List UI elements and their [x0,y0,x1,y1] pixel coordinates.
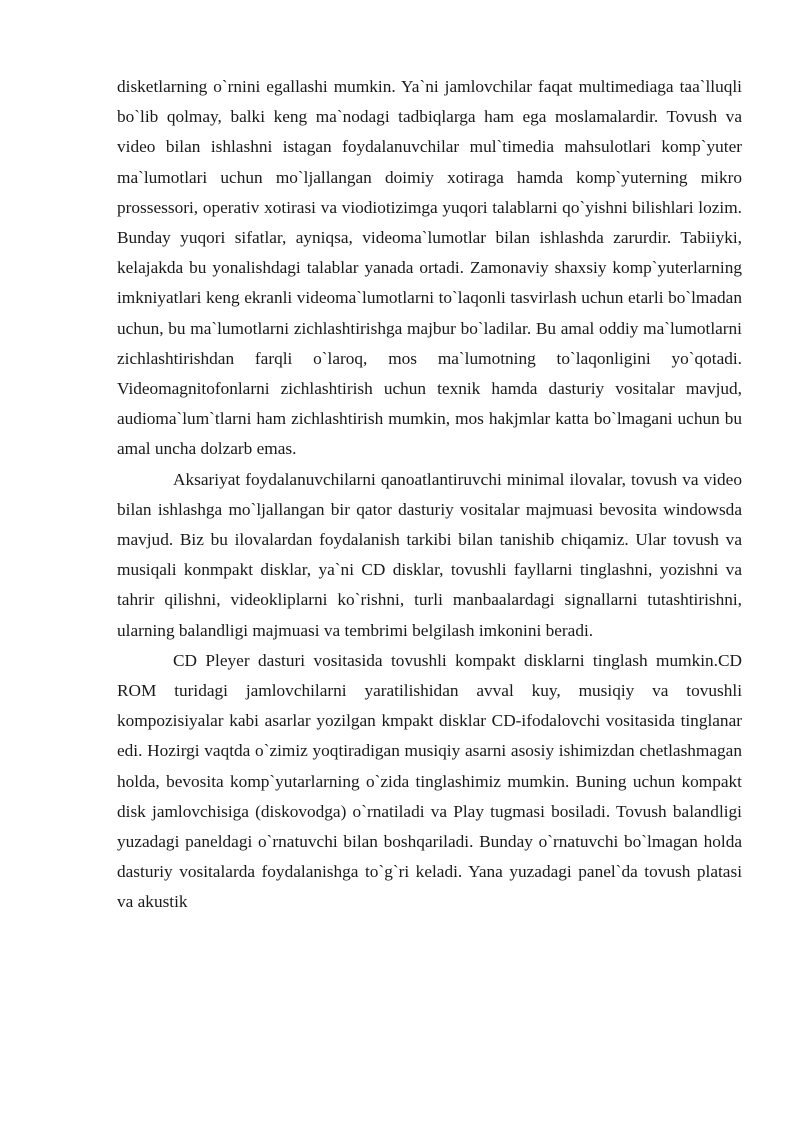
document-body [117,72,742,918]
paragraph-2: Aksariyat foydalanuvchilarni qanoatlantiruvchi minimal ilovalar, tovush va video bilan ishlashga mo`ljallangan bir qator dasturiy vositalar majmuasi bevosita windowsda mavjud. Biz bu ilovalardan foydalanish tarkibi bilan tanishib chiqamiz. Ular tovush va musiqali konmpakt disklar, ya`ni CD disklar, tovushli fayllarni tinglashni, yozishni va tahrir qilishni, videokliplarni ko`rishni, turli manbaalardagi signallarni tutashtirishni, ularning balandligi majmuasi va tembrimi belgilash imkonini beradi. [117,469,742,640]
paragraph-1: disketlarning o`rnini egallashi mumkin. Ya`ni jamlovchilar faqat multimediaga taa`lluqli bo`lib qolmay, balki keng ma`nodagi tadbiqlarga ham ega moslamalardir. Tovush va video bilan ishlashni istagan foydalanuvchilar mul`timedia mahsulotlari komp`yuter ma`lumotlari uchun mo`ljallangan doimiy xotiraga hamda komp`yuterning mikro prossessori, operativ xotirasi va viodiotizimga yuqori talablarni qo`yishni bilishlari lozim. Bunday yuqori sifatlar, ayniqsa, videoma`lumotlar bilan ishlashda zarurdir. Tabiiyki, kelajakda bu yonalishdagi talablar yanada ortadi. Zamonaviy shaxsiy komp`yuterlarning imkniyatlari keng ekranli videoma`lumotlarni to`laqonli tasvirlash uchun etarli bo`lmadan uchun, bu ma`lumotlarni zichlashtirishga majbur bo`ladilar. Bu amal oddiy ma`lumotlarni zichlashtirishdan farqli o`laroq, mos ma`lumotning to`laqonligini yo`qotadi. Videomagnitofonlarni zichlashtirish uchun texnik hamda dasturiy vositalar mavjud, audioma`lum`tlarni ham zichlashtirish mumkin, mos hakjmlar katta bo`lmagani uchun bu amal uncha dolzarb emas. [117,77,742,459]
paragraph-3: CD Pleyer dasturi vositasida tovushli kompakt disklarni tinglash mumkin.CD ROM turidagi jamlovchilarni yaratilishidan avval kuy, musiqiy va tovushli kompozisiyalar kabi asarlar yozilgan kmpakt disklar CD-ifodalovchi vositasida tinglanar edi. Hozirgi vaqtda o`zimiz yoqtiradigan musiqiy asarni asosiy ishimizdan chetlashmagan holda, bevosita komp`yutarlarning o`zida tinglashimiz mumkin. Buning uchun kompakt disk jamlovchisiga (diskovodga) o`rnatiladi va Play tugmasi bosiladi. Tovush balandligi yuzadagi paneldagi o`rnatuvchi bilan boshqariladi. Bunday o`rnatuvchi bo`lmagan holda dasturiy vositalarda foydalanishga to`g`ri keladi. Yana yuzadagi panel`da tovush platasi va akustik [117,650,742,912]
